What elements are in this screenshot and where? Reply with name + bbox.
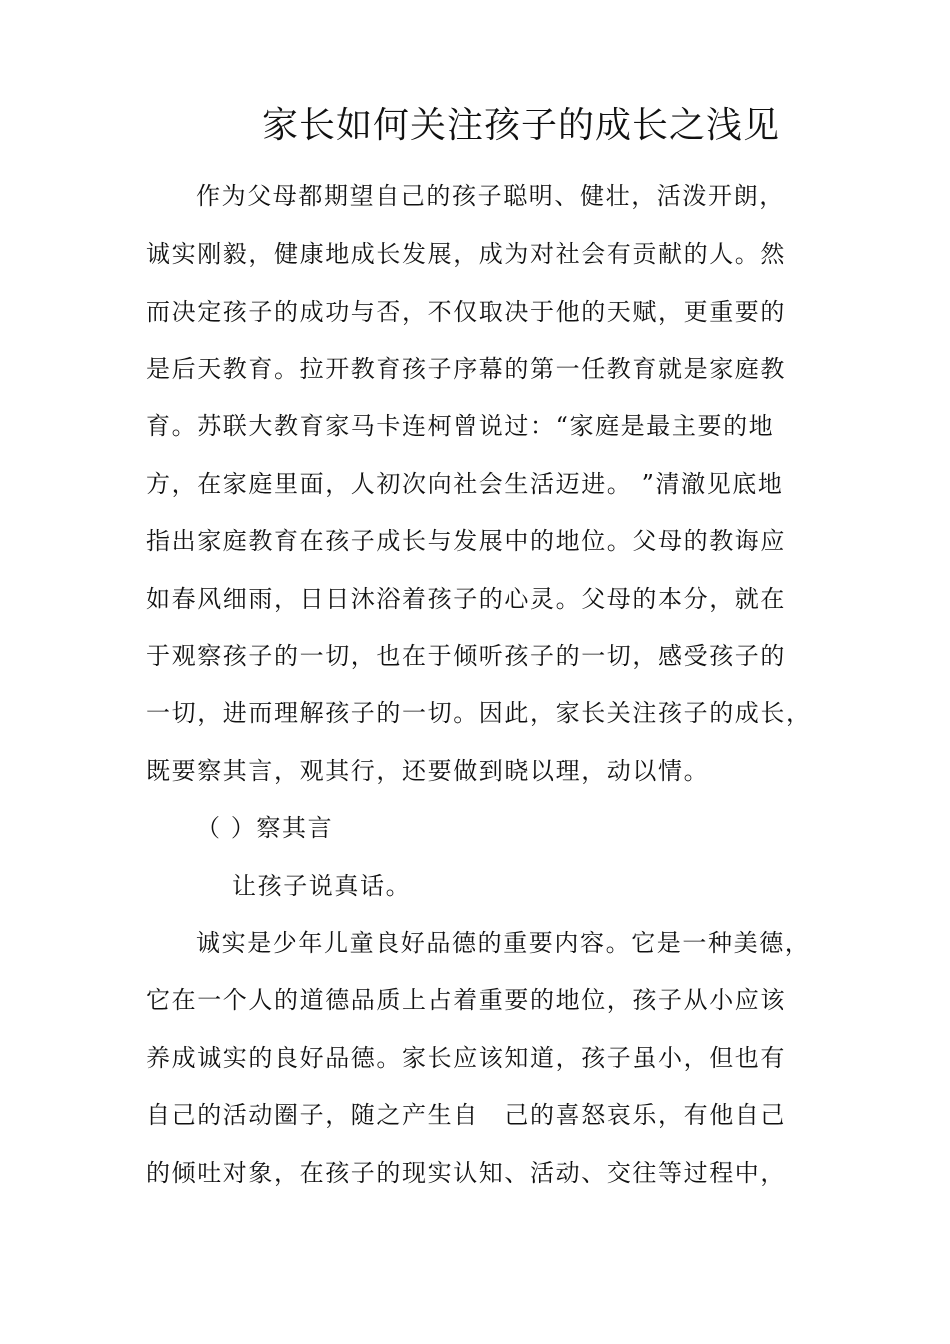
body-line: 诚实刚毅，健康地成长发展，成为对社会有贡献的人。然 xyxy=(146,240,786,268)
body-line: 自己的活动圈子，随之产生自 己的喜怒哀乐，有他自己 xyxy=(146,1101,786,1129)
body-line: 指出家庭教育在孩子成长与发展中的地位。父母的教诲应 xyxy=(146,527,786,555)
body-line: 诚实是少年儿童良好品德的重要内容。它是一种美德， xyxy=(196,929,811,957)
body-line: 是后天教育。拉开教育孩子序幕的第一任教育就是家庭教 xyxy=(146,355,786,383)
body-line: 方，在家庭里面，人初次向社会生活迈进。 ”清澈见底地 xyxy=(146,470,784,498)
body-line: 既要察其言，观其行，还要做到晓以理，动以情。 xyxy=(146,757,710,785)
body-line: 如春风细雨，日日沐浴着孩子的心灵。父母的本分，就在 xyxy=(146,585,786,613)
body-line: 于观察孩子的一切，也在于倾听孩子的一切，感受孩子的 xyxy=(146,642,786,670)
subsection-heading: 让孩子说真话。 xyxy=(232,872,412,900)
body-line: 作为父母都期望自己的孩子聪明、健壮，活泼开朗， xyxy=(196,182,785,210)
body-line: 它在一个人的道德品质上占着重要的地位，孩子从小应该 xyxy=(146,986,786,1014)
section-heading: （ ）察其言 xyxy=(196,814,334,842)
body-line: 育。苏联大教育家马卡连柯曾说过：“家庭是最主要的地 xyxy=(146,412,775,440)
body-line: 一切，进而理解孩子的一切。因此，家长关注孩子的成长， xyxy=(146,699,812,727)
body-line: 而决定孩子的成功与否，不仅取决于他的天赋，更重要的 xyxy=(146,298,786,326)
body-line: 养成诚实的良好品德。家长应该知道，孩子虽小，但也有 xyxy=(146,1044,786,1072)
document-title: 家长如何关注孩子的成长之浅见 xyxy=(262,105,781,146)
body-line: 的倾吐对象，在孩子的现实认知、活动、交往等过程中， xyxy=(146,1159,786,1187)
